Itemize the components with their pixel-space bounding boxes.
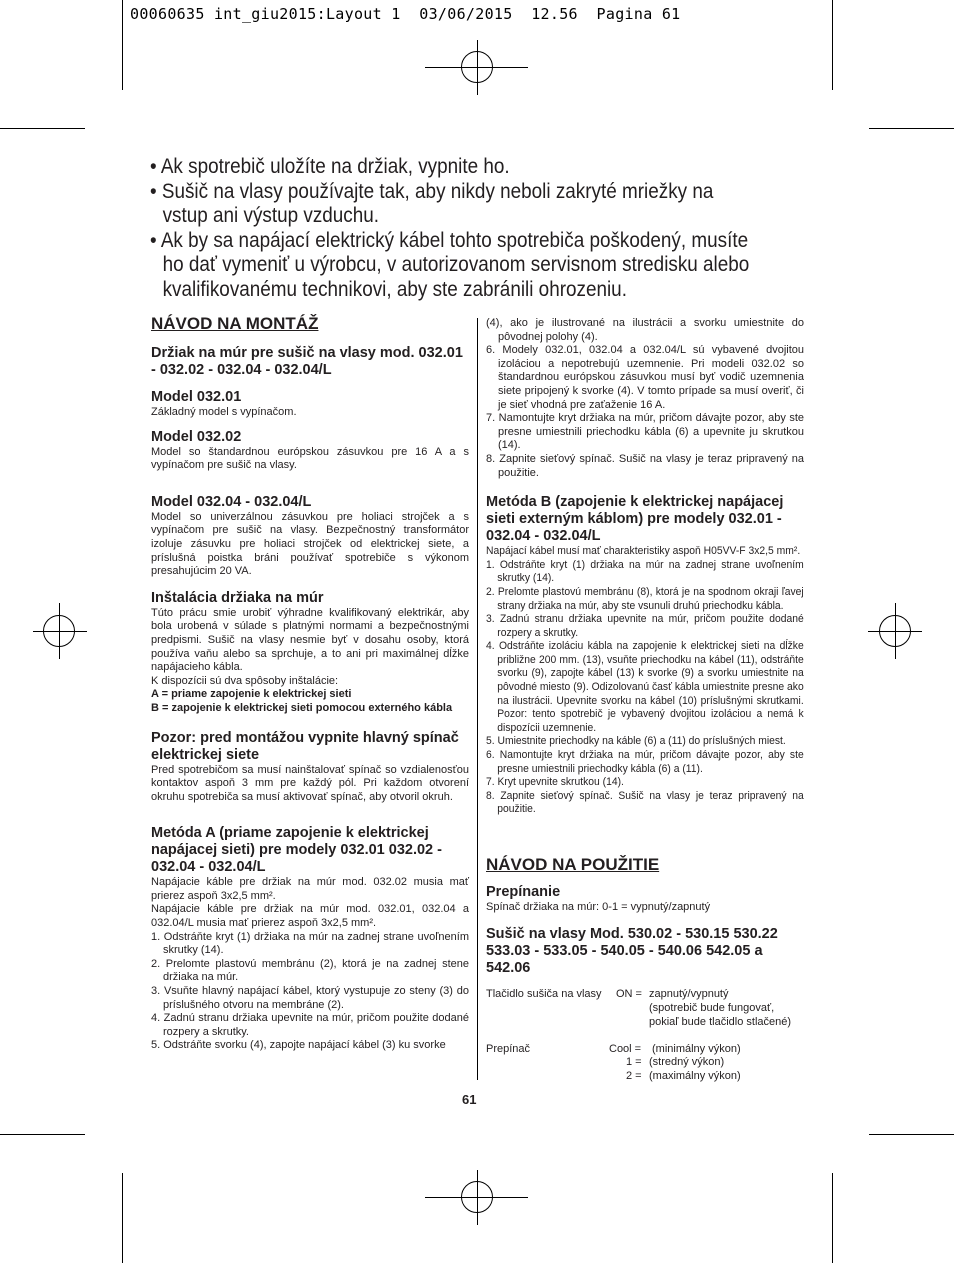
- model-032-04-heading: Model 032.04 - 032.04/L: [151, 493, 312, 510]
- model-032-01-text: Základný model s vypínačom.: [151, 406, 297, 418]
- registration-circle-icon: [43, 615, 75, 647]
- crop-mark: [832, 1173, 833, 1263]
- safety-warnings: [150, 155, 753, 302]
- method-b-step: 1. Odstráňte kryt (1) držiaka na múr na zadnej strane uvoľnením skrutky (14).: [486, 558, 804, 585]
- method-b-step: 8. Zapnite sieťový spínač. Sušič na vlasy je teraz pripravený na použitie.: [486, 789, 804, 816]
- crop-mark: [122, 1173, 123, 1263]
- switch-text: Spínač držiaka na múr: 0-1 = vypnutý/zapnutý: [486, 901, 711, 913]
- method-b-step: 7. Kryt upevnite skrutkou (14).: [486, 776, 624, 789]
- selector-key: 1 =: [626, 1056, 642, 1068]
- model-032-02-heading: Model 032.02: [151, 428, 242, 445]
- crop-mark: [832, 0, 833, 90]
- left-column: [151, 314, 469, 1053]
- right-column: [486, 317, 804, 817]
- method-a-step: 6. Modely 032.01, 032.04 a 032.04/L sú vybavené dvojitou izoláciou a nepotrebujú uzemnenie. Pri modeli 032.02 so štandardnou európskou zásuvkou musí byť vodič uzemnenia siete pripojený k svorke (4). V tomto prípade sa musí overiť, či je sieť vhodná pre zaťaženie 16 A.: [486, 344, 804, 411]
- selector-key: 2 =: [626, 1070, 642, 1082]
- warning-item: • Ak by sa napájací elektrický kábel tohto spotrebiča poškodený, musíte ho dať vymeniť u výrobcu, v autorizovanom servisnom stredisku alebo kvalifikovanému technikovi, aby ste zabránili ohrozeniu.: [150, 228, 750, 301]
- crop-mark: [869, 1134, 954, 1135]
- method-b-body: [486, 545, 804, 817]
- warning-item: • Ak spotrebič uložíte na držiak, vypnite ho.: [150, 155, 510, 178]
- caution-heading: Pozor: pred montážou vypnite hlavný spínač elektrickej siete: [151, 729, 459, 763]
- method-a-paragraph: Napájacie káble pre držiak na múr mod. 032.01, 032.04 a 032.04/L musia mať prierez aspoň 3x2,5 mm².: [151, 903, 469, 930]
- method-a-step: 3. Vsuňte hlavný napájací kábel, ktorý vystupuje zo steny (3) do príslušného otvoru na membráne (2).: [151, 985, 469, 1011]
- dryer-models-heading: Sušič na vlasy Mod. 530.02 - 530.15 530.22 533.03 - 533.05 - 540.05 - 540.06 542.05 a 542.06: [486, 925, 778, 976]
- registration-circle-icon: [461, 51, 493, 83]
- method-b-heading: Metóda B (zapojenie k elektrickej napájacej sieti externým káblom) pre modely 032.01 - 032.04 - 032.04/L: [486, 494, 784, 545]
- method-b-step: 3. Zadnú stranu držiaka upevnite na múr, pričom použite dodané rozpery a skrutky.: [486, 613, 804, 639]
- button-on-value: zapnutý/vypnutý: [649, 988, 729, 1000]
- section-title-assembly: NÁVOD NA MONTÁŽ: [151, 314, 319, 333]
- model-032-04-text: Model so univerzálnou zásuvkou pre holiaci strojček a s vypínačom pre sušič na vlasy. Bezpečnostný transformátor izoluje zásuvku pre holiaci strojček od elektrickej siete, a príslušná poistka bráni používať spotrebiče s výkonom presahujúcim 20 VA.: [151, 510, 469, 578]
- model-032-02-text: Model so štandardnou európskou zásuvkou pre 16 A a s vypínačom pre sušič na vlasy.: [151, 445, 469, 472]
- installation-text: Túto prácu smie urobiť výhradne kvalifikovaný elektrikár, aby bola urobená v súlade s platnými normami a bezpečnostnými predpismi. Sušič na vlasy nesmie byť v dosahu osoby, ktorá používa vaňu alebo sa sprchuje, a to ani pri maximálnej dĺžke napájacieho kábla.: [151, 606, 469, 674]
- crop-mark: [869, 128, 954, 129]
- crop-mark: [0, 1134, 85, 1135]
- method-a-step: 7. Namontujte kryt držiaka na múr, pričom dávajte pozor, aby ste presne umiestnili priechodku kábla (6) a upevnite ju skrutkou (14).: [486, 412, 804, 452]
- selector-value: (maximálny výkon): [649, 1070, 741, 1082]
- print-slug: 00060635 int_giu2015:Layout 1 03/06/2015 12.56 Pagina 61: [130, 5, 681, 23]
- model-032-01-heading: Model 032.01: [151, 389, 242, 405]
- method-b-step: 5. Umiestnite priechodky na káble (6) a (11) do príslušných miest.: [486, 735, 786, 748]
- holder-heading: Držiak na múr pre sušič na vlasy mod. 032.01 - 032.02 - 032.04 - 032.04/L: [151, 345, 463, 378]
- page-number: 61: [462, 1092, 477, 1107]
- column-divider: [477, 318, 478, 1080]
- section-title-usage: NÁVOD NA POUŽITIE: [486, 855, 660, 874]
- installation-heading: Inštalácia držiaka na múr: [151, 589, 324, 606]
- caution-text: Pred spotrebičom sa musí nainštalovať spínač so vzdialenosťou kontaktov aspoň 3 mm pre každý pól. Pri každom otvorení okruhu spotrebiča sa musí aktivovať spínač, aby otvoril okruh.: [151, 763, 469, 803]
- method-b-step: 6. Namontujte kryt držiaka na múr, pričom dávajte pozor, aby ste presne umiestnili priechodky kábla (6) a (11).: [486, 749, 804, 775]
- button-on-value: pokiaľ bude tlačidlo stlačené): [649, 1016, 792, 1028]
- button-on-value: (spotrebič bude fungovať,: [649, 1002, 775, 1014]
- registration-circle-icon: [879, 615, 911, 647]
- warning-item: • Sušič na vlasy používajte tak, aby nikdy neboli zakryté mriežky na vstup ani výstup vzduchu.: [150, 179, 714, 227]
- installation-method-a: A = priame zapojenie k elektrickej sieti: [151, 688, 352, 701]
- switch-heading: Prepínanie: [486, 884, 561, 900]
- selector-value: (stredný výkon): [649, 1056, 725, 1068]
- button-on-key: ON =: [616, 988, 642, 1000]
- registration-circle-icon: [461, 1181, 493, 1213]
- installation-method-b: B = zapojenie k elektrickej sieti pomocou externého kábla: [151, 701, 453, 714]
- button-label: Tlačidlo sušiča na vlasy: [486, 988, 602, 1000]
- method-b-step: 4. Odstráňte izoláciu kábla na zapojenie k elektrickej sieti na dĺžke približne 200 mm. (13), vsuňte priechodku na kábel (11), odstráňte svorku (9), zapojte kábel (13) k svorke (9) a svorku umiestnite na pôvodné miesto (9). Odizolovanú časť kábla umiestnite presne ako na ilustrácii. Upevnite svorku na kábel (10) príslušnými skrutkami. Pozor: tento spotrebič je vybavený dvojitou izoláciou a nemá k dispozícii uzemnenie.: [486, 640, 804, 734]
- method-a-step: 1. Odstráňte kryt (1) držiaka na múr na zadnej strane uvoľnením skrutky (14).: [151, 930, 469, 957]
- crop-mark: [0, 128, 85, 129]
- method-a-step: (4), ako je ilustrované na ilustrácii a svorku umiestnite do pôvodnej polohy (4).: [486, 317, 804, 343]
- installation-methods-intro: K dispozícii sú dva spôsoby inštalácie:: [151, 674, 339, 687]
- method-a-paragraph: Napájacie káble pre držiak na múr mod. 032.02 musia mať prierez aspoň 3x2,5 mm².: [151, 876, 469, 902]
- method-a-step: 8. Zapnite sieťový spínač. Sušič na vlasy je teraz pripravený na použitie.: [486, 452, 804, 479]
- selector-key: Cool =: [609, 1043, 642, 1055]
- selector-label: Prepínač: [486, 1043, 531, 1055]
- method-a-heading: Metóda A (priame zapojenie k elektrickej napájacej sieti) pre modely 032.01 032.02 - 032.04 - 032.04/L: [151, 825, 442, 876]
- method-a-step: 5. Odstráňte svorku (4), zapojte napájací kábel (3) ku svorke: [151, 1039, 446, 1052]
- method-a-step: 2. Prelomte plastovú membránu (2), ktorá je na zadnej stene držiaka na múr.: [151, 957, 469, 984]
- usage-section: [486, 855, 804, 977]
- method-a-step: 4. Zadnú stranu držiaka upevnite na múr, pričom použite dodané rozpery a skrutky.: [151, 1012, 469, 1038]
- crop-mark: [122, 0, 123, 90]
- method-b-intro: Napájací kábel musí mať charakteristiky aspoň H05VV-F 3x2,5 mm².: [486, 545, 801, 558]
- method-b-step: 2. Prelomte plastovú membránu (8), ktorá je na spodnom okraji ľavej strany držiaka na múr, aby ste vsunuli druhú priechodku kábla.: [486, 585, 804, 612]
- selector-value: (minimálny výkon): [652, 1043, 741, 1055]
